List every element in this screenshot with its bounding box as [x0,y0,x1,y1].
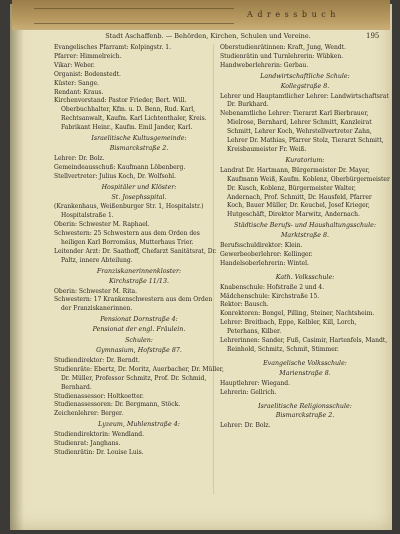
section-subheading: St. Josephsspital. [111,193,167,201]
section-heading: Hospitäler und Klöster: [101,183,177,191]
section-heading: Evangelische Volksschule: [263,359,347,367]
directory-entry: Kirchenvorstand: Pastor Frieder, Bert. Will. Oberbuchhalter, Kfm. u. D. Benn, Rud. Karl, Rechtsanwalt, Kaufm. Karl Lichtenthaler, Kreis. Fabrikant Heinr., Kaufm. Emil Jander, Karl. [54,97,207,132]
directory-entry: Nebenamtliche Lehrer: Tierarzt Karl Bierbrauer, Mielrose, Bernhard, Lehrer Schmitt, Kanzleirat Schmitt, Lehrer Koch, Wehrstellvertreter Zahn, Lehrer Dr. Mathias, Pfarrer Stolz, Tierarzt Schmitt, Kreisbaumeister Fr. Weiß. [220,110,384,153]
directory-entry: Vikar: Weber. [54,61,95,69]
section-heading: Städtische Berufs- und Haushaltungsschule: [234,222,376,230]
section-subheading: Pensionat der engl. Fräulein. [92,326,186,334]
directory-entry: Rektor: Bausch. [220,301,269,309]
directory-entry: Konrektoren: Bongel, Pilling, Steiner, Nachtsheim. [220,310,375,318]
section-heading: Kuratorium: [285,156,325,164]
directory-entry: Lehrerinnen: Sander, Fuß, Casimir, Hartenfels, Mandt, Reinhold, Schmitz, Schmit, Stimmer. [220,337,388,353]
directory-entry: Pfarrer: Himmelreich. [54,52,122,60]
section-heading: Schulen: [125,337,153,345]
section-heading: Pensionat Dornstraße 4: [100,316,178,324]
directory-entry: Handelsoberlehrerin: Wintel. [220,259,309,267]
spine-shadow [10,4,24,530]
directory-entry: Landrat Dr. Hartmann, Bürgermeister Dr. Mayer, Kaufmann Weiß, Kaufm. Koblenz, Oberbürgermeister Dr. Kusch, Koblenz, Bürgermeister Walter, Andernach, Prof. Schmitt, Dr. Hausfeld, Pfarrer Koch, Bauer Müller, Dr. Keuchel, Josef Krieger, Hutgeschäft, Direktor Marwitz, Andernach. [220,166,390,219]
directory-entry: Mädchenschule: Kirchstraße 15. [220,292,320,300]
page-header-band [12,0,390,30]
directory-entry: Oberstudienrätinnen: Kraft, Jung, Wendt. [220,44,346,51]
section-subheading: Marktstraße 8. [280,232,330,240]
section-heading: Landwirtschaftliche Schule: [260,72,350,80]
section-heading: Israelitische Kultusgemeinde: [91,135,187,143]
directory-entry: Lehrer: Dr. Bolz. [54,154,105,162]
directory-entry: Gewerbeoberlehrer: Kellinger. [220,250,313,258]
directory-entry: Studienassessoren: Dr. Bergmann, Stöck. [54,401,181,409]
directory-entry: Studiendirektor: Dr. Berndt. [54,356,140,364]
directory-entry: Oberin: Schwester M. Rita. [54,287,138,295]
directory-entry: Oberin: Schwester M. Raphael. [54,221,150,229]
directory-entry: (Krankenhaus, Weißenburger Str. 1, Hospitalstr.) Hospitalstraße 1. [54,203,204,220]
directory-entry: Studiendirektorin: Wendland. [54,431,145,439]
running-head: Stadt Aschaffenb. — Behörden, Kirchen, Schulen und Vereine. [105,32,311,40]
section-heading: Israelitische Religionsschule: [258,402,352,410]
directory-entry: Organist: Bodenstedt. [54,70,121,78]
section-subheading: Bismarckstraße 2. [109,144,169,152]
directory-entry: Handweberlehrerin: Gerbau. [220,61,309,69]
section-heading: Kath. Volksschule: [275,273,335,281]
directory-entry: Lehrerin: Gellrich. [220,388,277,396]
directory-entry: Leitender Arzt: Dr. Saathoff, Chefarzt Sanitätsrat, Dr. Paltz, innere Abteilung. [54,247,217,264]
directory-entry: Berufsschuldirektor: Klein. [220,242,303,250]
section-heading: Franziskanerinnenkloster: [96,267,182,275]
directory-entry: Lehrer und Hauptamtlicher Lehrer: Landwirtschaftsrat Dr. Burkhard. [220,92,389,109]
directory-entry: Studienräte: Ebertz, Dr. Moritz, Auerbacher, Dr. Müller, Dr. Müller, Professor Schmitz, Prof. Dr. Schmid, Bernhard. [54,365,224,391]
directory-entry: Studienassessor: Holtkoetter. [54,392,144,400]
header-ornament-text: A d r e s s b u c h [247,10,337,19]
directory-entry: Knabenschule: Hofstraße 2 und 4. [220,283,325,291]
directory-entry: Gemeindeausschuß: Kaufmann Löbenberg. [54,163,186,171]
directory-entry: Schwestern: 17 Krankenschwestern aus dem Orden der Franziskanerinnen. [54,296,213,313]
section-subheading: Marienstraße 8. [279,369,331,377]
directory-entry: Schwestern: 25 Schwestern aus dem Orden des heiligen Karl Borromäus, Mutterhaus Trier. [54,230,200,247]
directory-entry: Hauptlehrer: Wiegand. [220,379,291,387]
directory-entry: Zeichenlehrer: Berger. [54,410,124,418]
directory-entry: Studienrätin und Turnlehrerin: Wübken. [220,52,344,60]
directory-entry: Lehrer: Breitbach, Eppe, Kelbler, Kill, Lorch, Peterhans, Kilber. [220,319,357,336]
directory-entry: Rendant: Kraus. [54,88,104,96]
directory-entry: Evangelisches Pfarramt: Kolpingstr. 1. [54,44,172,51]
directory-entry: Küster: Sange. [54,79,99,87]
directory-entry: Stellvertreter: Julius Koch, Dr. Wolfsohl. [54,172,176,180]
right-column [220,44,390,431]
page-number: 195 [366,32,380,40]
directory-entry: Studienrätin: Dr. Louise Luis. [54,448,144,456]
section-heading: Lyzeum, Muhlenstraße 4: [98,421,180,429]
directory-entry: Lehrer: Dr. Bolz. [220,422,271,430]
left-column [54,44,224,458]
header-ornament [34,8,234,24]
directory-entry: Studienrat: Janghans. [54,440,121,448]
section-subheading: Kirchstraße 11/13. [109,277,169,285]
section-subheading: Gymnasium, Hofstraße 87. [96,347,182,354]
section-subheading: Bismarckstraße 2. [275,412,335,420]
section-subheading: Kollegstraße 8. [280,82,330,90]
